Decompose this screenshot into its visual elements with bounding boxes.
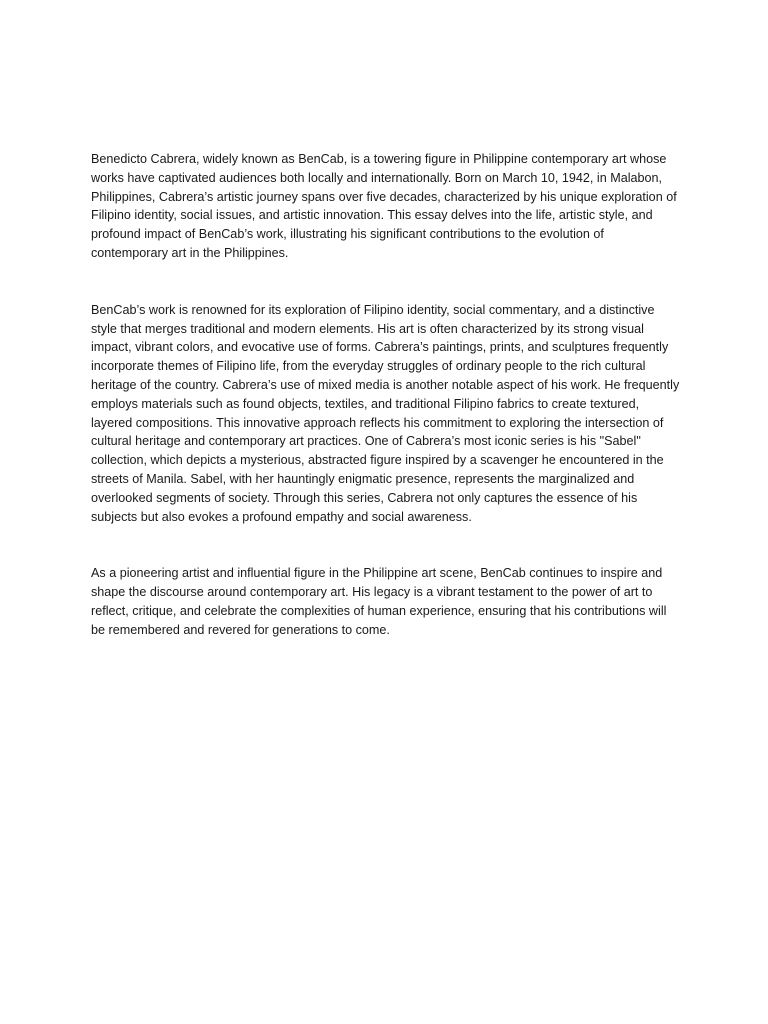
paragraph-legacy: As a pioneering artist and influential figure in the Philippine art scene, BenCab continues to inspire and shape the discourse around contemporary art. His legacy is a vibrant testament to the power of art to reflect, critique, and celebrate the complexities of human experience, ensuring that his contributions will be remembered and revered for generations to come. [91,566,667,637]
paragraph-artistic-style: BenCab’s work is renowned for its exploration of Filipino identity, social commentary, and a distinctive style that merges traditional and modern elements. His art is often characterized by its strong visual impact, vibrant colors, and evocative use of forms. Cabrera’s paintings, prints, and sculptures frequently incorporate themes of Filipino life, from the everyday struggles of ordinary people to the rich cultural heritage of the country. Cabrera’s use of mixed media is another notable aspect of his work. He frequently employs materials such as found objects, textiles, and traditional Filipino fabrics to create textured, layered compositions. This innovative approach reflects his commitment to exploring the intersection of cultural heritage and contemporary art practices. One of Cabrera’s most iconic series is his "Sabel" collection, which depicts a mysterious, abstracted figure inspired by a scavenger he encountered in the streets of Manila. Sabel, with her hauntingly enigmatic presence, represents the marginalized and overlooked segments of society. Through this series, Cabrera not only captures the essence of his subjects but also evokes a profound empathy and social awareness. [91,302,680,524]
document-body [91,150,681,640]
paragraph-introduction: Benedicto Cabrera, widely known as BenCab, is a towering figure in Philippine contemporary art whose works have captivated audiences both locally and internationally. Born on March 10, 1942, in Malabon, Philippines, Cabrera’s artistic journey spans over five decades, characterized by his unique exploration of Filipino identity, social issues, and artistic innovation. This essay delves into the life, artistic style, and profound impact of BenCab’s work, illustrating his significant contributions to the evolution of contemporary art in the Philippines. [91,152,677,260]
